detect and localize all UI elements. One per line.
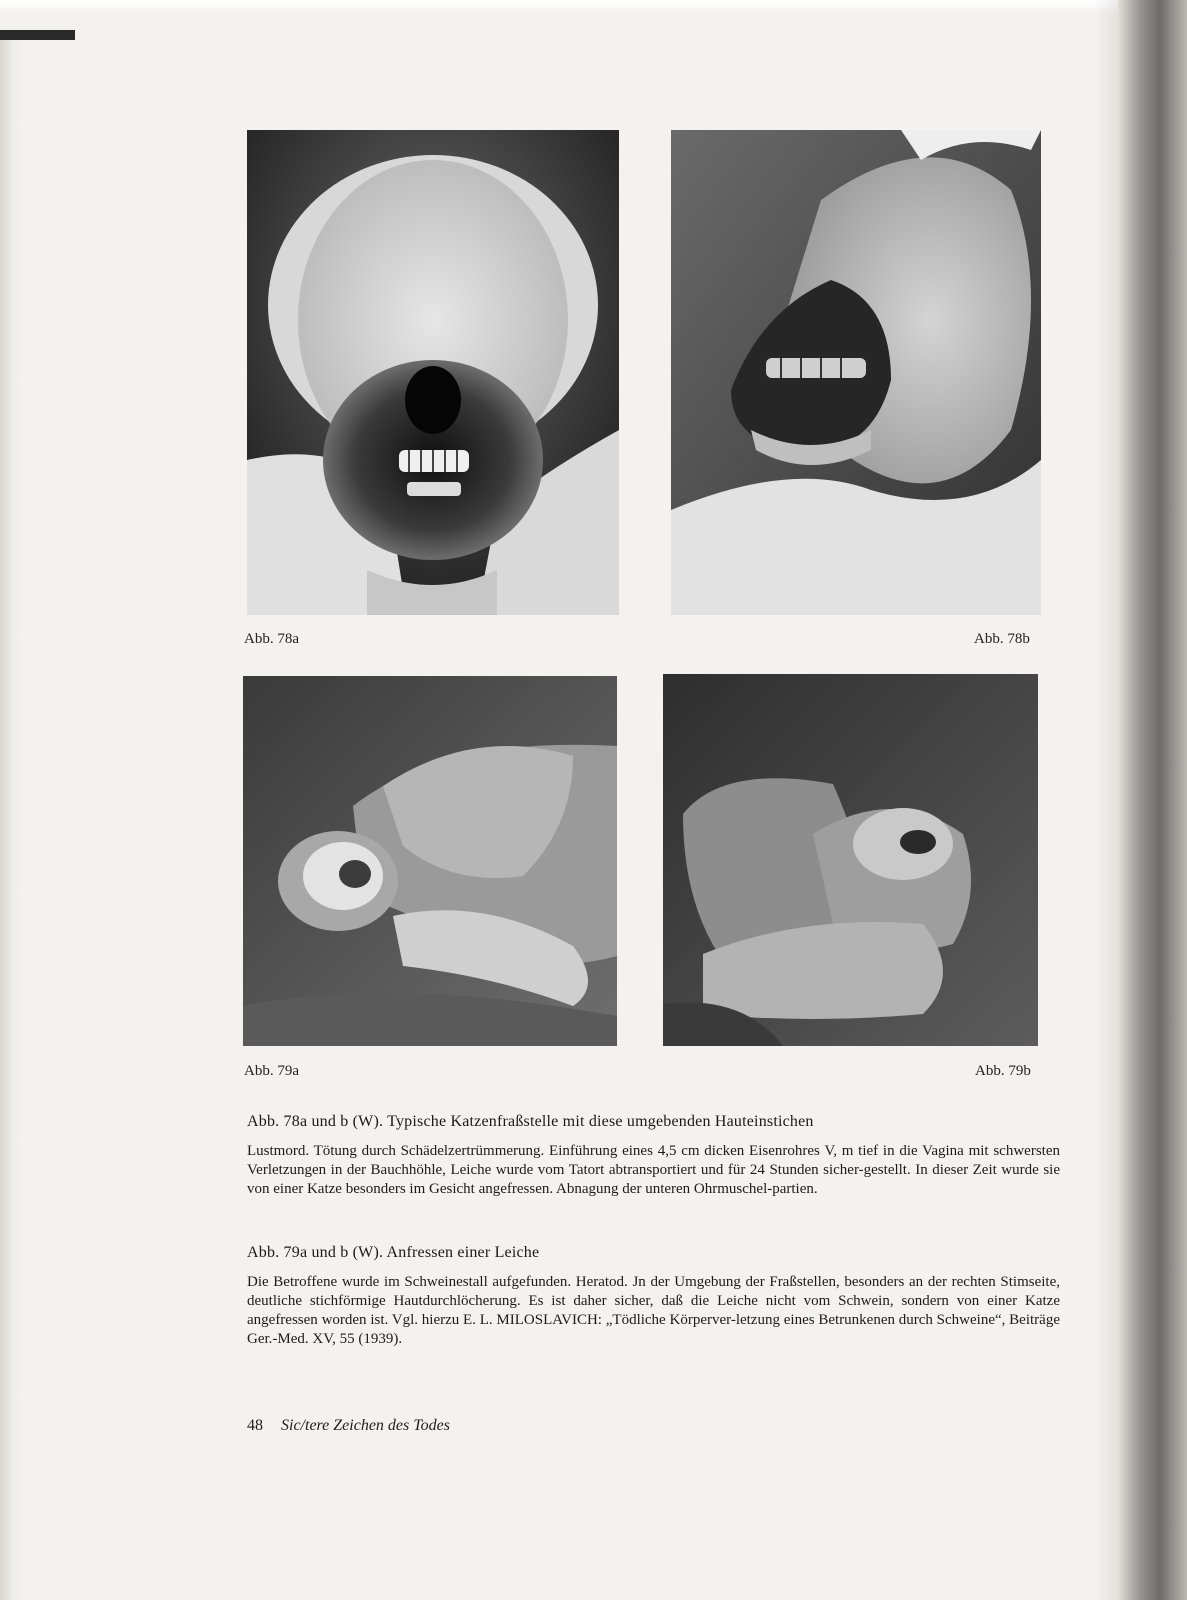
- running-title: Sic/tere Zeichen des Todes: [281, 1417, 451, 1434]
- photo-78b: [671, 130, 1041, 615]
- figure-label-78a: Abb. 78a: [244, 631, 299, 647]
- scan-right-edge: [1118, 0, 1187, 1600]
- figure-label-79b: Abb. 79b: [975, 1063, 1031, 1079]
- photo-79a: [243, 676, 617, 1046]
- photo-78a: [247, 130, 619, 615]
- caption-78-text: Lustmord. Tötung durch Schädelzertrümmerung. Einführung eines 4,5 cm dicken Eisenrohres V, m tief in die Vagina mit schwersten Verletzungen in der Bauchhöhle, Leiche wurde vom Tatort abtransportiert und für 24 Stunden sicher-gestellt. In dieser Zeit wurde sie von einer Katze besonders im Gesicht angefressen. Abnagung der unteren Ohrmuschel-partien.: [247, 1143, 1060, 1197]
- figure-label-78b: Abb. 78b: [974, 631, 1030, 647]
- page-footer: [247, 1416, 450, 1436]
- scan-left-edge: [0, 30, 22, 1600]
- photo-79b: [663, 674, 1038, 1046]
- page-number: 48: [247, 1417, 263, 1434]
- figure-label-79a: Abb. 79a: [244, 1063, 299, 1079]
- caption-79-text: Die Betroffene wurde im Schweinestall aufgefunden. Heratod. Jn der Umgebung der Fraßstellen, besonders an der rechten Stimseite, deutliche stichförmige Hautdurchlöcherung. Es ist daher sicher, daß die Leiche nicht vom Schwein, sondern von einer Katze angefressen worden ist. Vgl. hierzu E. L. MILOSLAVICH: „Tödliche Körperver-letzung eines Betrunkenen durch Schweine“, Beiträge Ger.-Med. XV, 55 (1939).: [247, 1274, 1060, 1347]
- caption-79-title: Abb. 79a und b (W). Anfressen einer Leiche: [247, 1244, 540, 1261]
- caption-78-title: Abb. 78a und b (W). Typische Katzenfraßstelle mit diese umgebenden Hauteinstichen: [247, 1113, 814, 1130]
- scan-right-shadow: [1095, 0, 1120, 1600]
- scan-top-edge: [0, 0, 1187, 14]
- scan-top-bar: [0, 30, 75, 40]
